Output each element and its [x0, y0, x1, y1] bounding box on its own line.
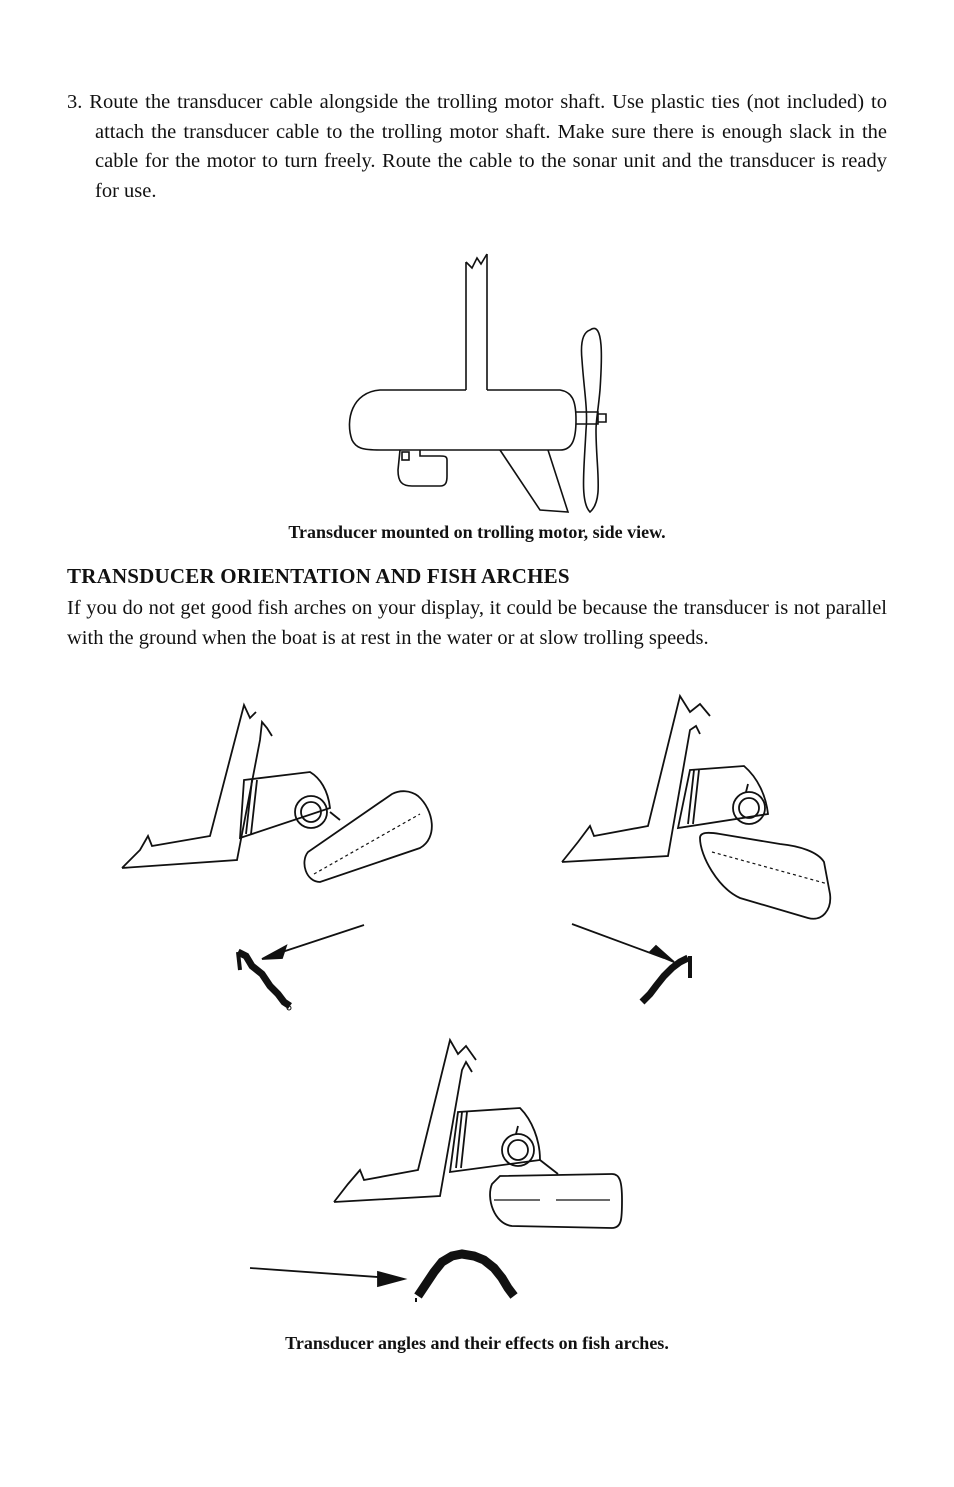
section-heading: TRANSDUCER ORIENTATION AND FISH ARCHES: [67, 564, 570, 588]
arrow-left: [262, 925, 364, 959]
figure-2-caption: Transducer angles and their effects on fish arches.: [285, 1333, 669, 1353]
transducer-level: [334, 1040, 622, 1228]
fish-arch-full: [416, 1254, 514, 1302]
fish-arch-up: [642, 956, 690, 1002]
step-3-paragraph: 3. Route the transducer cable alongside the trolling motor shaft. Use plastic ties (not included) to attach the transducer cable to the trolling motor shaft. Make sure there is enough slack in the cable for the motor to turn freely. Route the cable to the sonar unit and the transducer is ready for use.: [67, 91, 887, 202]
figure-1-caption: Transducer mounted on trolling motor, side view.: [288, 522, 666, 542]
arrow-right: [572, 924, 674, 962]
transducer-nose-up: [562, 696, 830, 919]
arrow-bottom: [250, 1268, 404, 1286]
section-paragraph: If you do not get good fish arches on your display, it could be because the transducer is not parallel with the ground when the boat is at rest in the water or at slow trolling speeds.: [67, 597, 887, 649]
transducer-nose-down: [122, 705, 432, 882]
fish-arch-down: [238, 952, 291, 1010]
